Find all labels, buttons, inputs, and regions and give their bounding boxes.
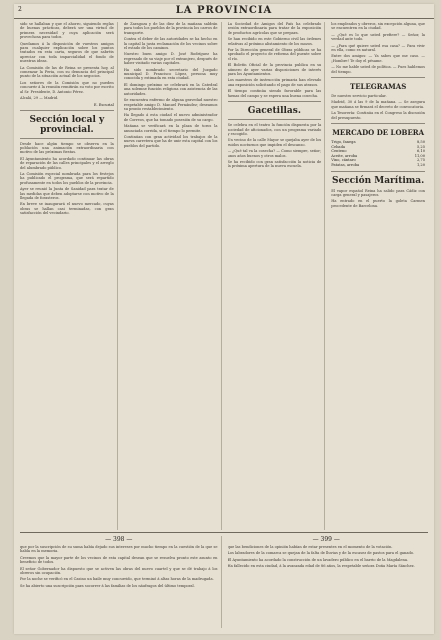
paragraph: Ha fallecido en esta ciudad, á la avanzada edad de 86 años, la respetable señora Doña María Sánchez. bbox=[227, 564, 415, 569]
article-columns bbox=[20, 22, 428, 530]
paragraph: Se ha abierto una suscripción para socorrer á las familias de los náufragos del último temporal. bbox=[20, 583, 195, 588]
column-2 bbox=[124, 22, 222, 530]
section-title-maritima: Sección Marítima. bbox=[331, 175, 425, 186]
paragraph: El vapor español Reina ha salido para Cádiz con carga general y pasajeros. bbox=[331, 188, 425, 198]
section-title-local: Sección local y provincial. bbox=[29, 114, 105, 135]
paragraph: Se ha recibido con gran satisfacción la noticia de la próxima apertura de la nueva escuela. bbox=[227, 159, 322, 169]
paragraph: Mañana se verificará en la plaza de toros la anunciada corrida, si el tiempo lo permite. bbox=[123, 124, 218, 133]
paragraph: De nuestro servicio particular. bbox=[331, 94, 387, 99]
paragraph: El Boletín Oficial de la provincia publica en su número de ayer varias disposiciones de interés para los Ayuntamientos. bbox=[227, 63, 322, 77]
paragraph: Ha sido nombrado secretario del Juzgado municipal D. Francisco López, persona muy conocida y estimada en esta ciudad. bbox=[123, 67, 218, 81]
page-number: 2 bbox=[18, 6, 22, 13]
paragraph: El Ayuntamiento ha acordado continuar las obras de reparación de las calles principales y el arreglo del alumbrado público. bbox=[20, 156, 114, 170]
paragraph: Quedamos á la disposición de vuestros amigos para cualquier explicación sobre los puntos tratados en esta carta, seguros de que sabréis apreciar con toda imparcialidad el fondo de nuestras ideas. bbox=[20, 41, 114, 64]
paragraph: Creemos que la mayor parte de los vecinos de esta capital desean que se resuelva pronto este asunto en beneficio de todos. bbox=[20, 555, 218, 565]
paragraph: La Comisión especial nombrada para los festejos ha publicado el programa, que será repartido profusamente en todos los pueblos de la provincia. bbox=[20, 171, 114, 185]
price-list bbox=[331, 140, 425, 168]
section-title-mercado: MERCADO DE LOBERA bbox=[332, 128, 425, 138]
section-title-telegramas: TELEGRAMAS bbox=[349, 82, 407, 92]
column-1 bbox=[20, 22, 118, 530]
paragraph: Los maestros de instrucción primaria han elevado una exposición solicitando el pago de sus atrasos. bbox=[227, 78, 322, 87]
divider bbox=[331, 77, 425, 78]
paragraph: de Zaragoza y de las diez de la mañana saldrán para todos los pueblos de la provincia los carros de transporte. bbox=[123, 22, 218, 35]
newspaper-page bbox=[14, 4, 434, 634]
paragraph: La Tesorería: Continúa en el Congreso la discusión del presupuesto. bbox=[331, 111, 425, 120]
signature: E. Escurial bbox=[93, 102, 114, 107]
paragraph: Alcalá, 29 — Madrid. bbox=[20, 96, 59, 101]
paragraph: Contra el deber de las autoridades se ha hecho en la capital la justa reclamación de los vecinos sobre el estado de los caminos. bbox=[123, 37, 218, 51]
paragraph: Se encuentra enfermo de alguna gravedad nuestro respetable amigo D. Manuel Fernández; deseamos su pronto restablecimiento. bbox=[123, 98, 218, 111]
paragraph: Continúan con gran actividad los trabajos de la nueva carretera que ha de unir esta capital con los pueblos del partido. bbox=[123, 134, 218, 148]
paragraph: Madrid, 30 á las 9 de la mañana. — Se asegura que mañana se firmará el decreto de convocatoria. bbox=[331, 100, 425, 109]
bottom-column-right bbox=[228, 536, 429, 628]
newspaper-title: LA PROVINCIA bbox=[175, 5, 273, 16]
paragraph: — ¿Qué es lo que usted prefiere? — Señor, la verdad ante todo. bbox=[331, 32, 425, 42]
paragraph: Nuestro buen amigo D. José Rodríguez ha regresado de su viaje por el extranjero, después de haber visitado varias capitales. bbox=[123, 52, 218, 66]
paragraph: En breve se inaugurará el nuevo mercado, cuyas obras se hallan casi terminadas, con gran satisfacción del vecindario. bbox=[20, 202, 114, 216]
paragraph: Un vecino de la calle Mayor se quejaba ayer de los ruidos nocturnos que impiden el descanso. bbox=[227, 138, 322, 147]
page-number-left: — 398 — bbox=[105, 536, 133, 543]
paragraph: El señor Gobernador ha dispuesto que se activen las obras del nuevo cuartel y que se dé trabajo á los obreros sin ocupación. bbox=[20, 566, 218, 576]
paragraph: El domingo próximo se celebrará en la Catedral una solemne función religiosa con asistencia de las autoridades. bbox=[123, 82, 218, 96]
bottom-column-left bbox=[20, 536, 222, 628]
paragraph: Ha entrado en el puerto la goleta Carmen procedente de Barcelona. bbox=[331, 199, 425, 208]
divider bbox=[228, 101, 322, 102]
price-row: Centeno 6,10 bbox=[331, 149, 425, 154]
divider bbox=[331, 171, 425, 172]
paragraph: sido se hallaban y que el ahorro, siguiendo reglas de buenas prácticas, deberá ser una virtud de primera necesidad y cuya aplicación será provechosa para todos. bbox=[20, 22, 114, 40]
paragraph: Ha llegado á esta ciudad el nuevo administrador de Correos, que ha tomado posesión de su cargo. bbox=[123, 113, 218, 122]
price-row: Patatas, arroba 1,20 bbox=[331, 163, 425, 168]
price-row: Vino, cántaro 2,75 bbox=[331, 158, 425, 163]
paragraph: — No me hable usted de política. — Pues hablemos del tiempo. bbox=[331, 65, 425, 74]
paragraph: los empleados y obreros, sin excepción alguna, que se encuentren en la ciudad. bbox=[331, 22, 425, 31]
price-row: Aceite, arroba 11,00 bbox=[331, 153, 425, 158]
paragraph: Los labradores de la comarca se quejan de la falta de lluvias y de la escasez de pastos para el ganado. bbox=[227, 551, 415, 556]
paragraph: Se han recibido en este Gobierno civil las órdenes relativas al próximo alistamiento de los mozos. bbox=[227, 37, 322, 46]
paragraph: La Sociedad de Amigos del País ha celebrado sesión extraordinaria para tratar de la exposición de productos agrícolas que se prepara. bbox=[227, 22, 322, 35]
paragraph: El Ayuntamiento ha acordado la construcción de un lavadero público en el barrio de la Magdalena. bbox=[227, 557, 409, 562]
bottom-columns bbox=[20, 532, 428, 628]
divider bbox=[20, 110, 114, 111]
paragraph: que por la suscripción de su suma había dejado sus intereses por mucho tiempo en la cuestión de la que se habla en la memoria. bbox=[20, 545, 218, 554]
divider bbox=[20, 138, 114, 139]
paragraph: Los señores de la Comisión que no pueden concurrir á la reunión remitirán su voto por escrito al Sr. Presidente, D. Antonio Pérez. bbox=[20, 80, 114, 94]
paragraph: El tiempo continúa siendo favorable para las faenas del campo y se espera una buena cosecha. bbox=[227, 89, 322, 98]
paragraph: Entre dos amigos: — Ya sabes que me caso. — ¡Hombre! Te doy el pésame. bbox=[331, 54, 425, 63]
paragraph: Ayer se reunió la Junta de Sanidad para tratar de las medidas que deben adoptarse con motivo de la llegada de forasteros. bbox=[20, 187, 114, 200]
paragraph: Por la noche se verificó en el Casino un baile muy concurrido, que terminó á altas horas de la madrugada. bbox=[20, 577, 214, 582]
paragraph: que las bendiciones de la opinión habían de estar presentes en el momento de la votación. bbox=[227, 545, 393, 549]
paragraph: — ¿Qué tal va la cosecha? — Como siempre, señor; unos años buenos y otros malos. bbox=[227, 149, 322, 158]
divider bbox=[228, 119, 322, 120]
paragraph: — ¿Para qué quiere usted esa casa? — Para vivir en ella, como es natural. bbox=[331, 43, 425, 53]
price-row: Trigo, fanega 8,50 bbox=[331, 140, 425, 145]
page-number-right: — 399 — bbox=[312, 536, 340, 543]
paragraph: La Comisión de las de Reina se presenta hoy, al comenzar la Feria, con su denuncia del principal punto de la situación actual de los negocios. bbox=[20, 65, 114, 79]
divider bbox=[331, 123, 425, 124]
paragraph: Se celebra en el teatro la función dispuesta por la sociedad de aficionados, con un programa variado y escogido. bbox=[227, 123, 322, 136]
paragraph: Por la Dirección general de Obras públicas se ha aprobado el proyecto de reforma del puente sobre el río. bbox=[227, 48, 322, 61]
column-3 bbox=[228, 22, 326, 530]
section-title-gacetillas: Gacetillas. bbox=[247, 106, 301, 117]
masthead bbox=[14, 4, 434, 19]
column-4 bbox=[331, 22, 428, 530]
paragraph: Desde hace algún tiempo se observa en la población una animación extraordinaria con motivo de las próximas fiestas. bbox=[20, 141, 114, 155]
price-row: Cebada 5,25 bbox=[331, 144, 425, 149]
